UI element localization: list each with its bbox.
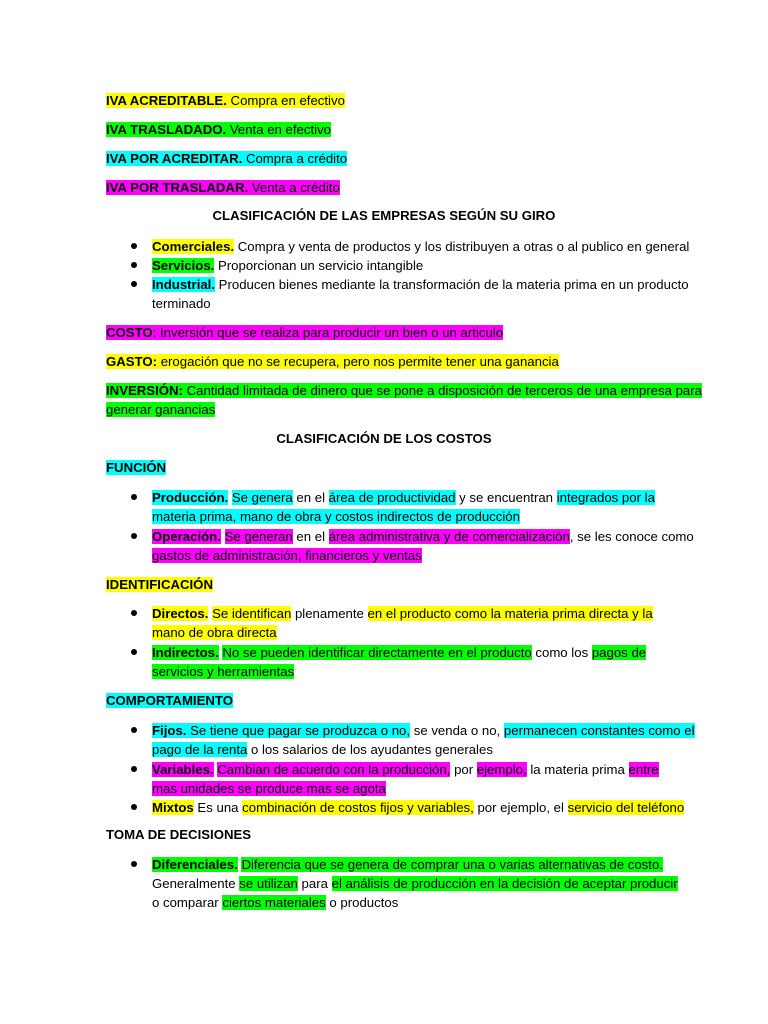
text: se venda o no, [410,723,504,738]
variables-term: Variables. [152,762,214,777]
costo-term: COSTO [106,325,153,340]
text: o comparar [152,895,223,910]
highlight: área administrativa y de comercialización [328,529,570,544]
inversion-definition [106,382,702,400]
iva-trasladado-line [106,121,331,139]
text: como los [531,645,592,660]
costos-title: CLASIFICACIÓN DE LOS COSTOS [276,431,492,446]
giro-item-servicios [152,257,423,275]
giro-item-industrial [152,276,689,294]
highlight: ciertos materiales [222,895,326,910]
inversion-definition-cont [106,401,215,419]
gasto-term: GASTO: [106,354,158,369]
bullet [131,766,137,772]
giro-desc: Compra y venta de productos y los distribuyen a otras o al publico en general [234,239,690,254]
text: para [297,876,332,891]
highlight: entre [628,762,659,777]
produccion-item [152,489,655,507]
highlight: mas unidades se produce mas se agota [152,781,386,796]
directos-item [152,605,653,623]
fijos-term: Fijos. [152,723,187,738]
funcion-heading [106,459,166,477]
produccion-item-cont [152,508,520,526]
iva-term: IVA POR TRASLADAR. [106,180,249,195]
iva-acreditable-line [106,92,345,110]
highlight: servicio del teléfono [567,800,685,815]
inversion-cont: generar ganancias [106,402,216,417]
giro-item-comerciales [152,238,689,256]
giro-term: Comerciales. [152,239,235,254]
text: Es una [193,800,243,815]
highlight: mano de obra directa [152,625,277,640]
operacion-item [152,528,694,546]
iva-term: IVA POR ACREDITAR. [106,151,243,166]
fijos-item [152,722,695,740]
highlight: permanecen constantes como el [503,723,695,738]
variables-item-cont [152,780,386,798]
bullet [131,804,137,810]
diferenciales-term: Diferenciales. [152,857,238,872]
variables-item [152,761,659,779]
iva-desc: Venta a crédito [248,180,340,195]
operacion-item-cont [152,547,422,565]
costo-definition [106,324,503,342]
highlight: combinación de costos fijos y variables, [242,800,474,815]
text: en el [292,490,329,505]
bullet [131,262,137,268]
decisiones-heading: TOMA DE DECISIONES [106,827,252,842]
funcion-heading-text: FUNCIÓN [106,460,167,475]
identificacion-heading-text: IDENTIFICACIÓN [106,577,213,592]
highlight: área de productividad [328,490,456,505]
giro-term: Servicios. [152,258,215,273]
giro-desc: Producen bienes mediante la transformación de la materia prima en un producto [215,277,689,292]
costo-desc: : Inversión que se realiza para producir un bien o un articulo [152,325,504,340]
operacion-term: Operación. [152,529,221,544]
inversion-desc: Cantidad limitada de dinero que se pone a disposición de terceros de una empresa para [182,383,702,398]
bullet [131,243,137,249]
mixtos-item [152,799,684,817]
text: y se encuentran [455,490,557,505]
text: o productos [325,895,399,910]
text: , se les conoce como [569,529,694,544]
highlight: pagos de [591,645,647,660]
bullet [131,649,137,655]
highlight: integrados por la [556,490,655,505]
highlight: Se genera [231,490,293,505]
highlight: gastos de administración, financieros y ventas [152,548,422,563]
highlight: Diferencia que se genera de comprar una o varias alternativas de costo. [241,857,663,872]
giro-term: Industrial. [152,277,216,292]
text: plenamente [291,606,368,621]
highlight: No se pueden identificar directamente en el producto [222,645,532,660]
giro-item-industrial-cont: terminado [152,296,211,311]
directos-item-cont [152,624,277,642]
comportamiento-heading [106,692,233,710]
highlight: se utilizan [239,876,298,891]
highlight: ejemplo, [476,762,527,777]
mixtos-term: Mixtos [152,800,194,815]
diferenciales-item-cont [152,875,678,893]
gasto-desc: erogación que no se recupera, pero nos permite tener una ganancia [157,354,559,369]
highlight: servicios y herramientas [152,664,295,679]
bullet [131,533,137,539]
diferenciales-item-cont2 [152,894,398,912]
inversion-term: INVERSIÓN: [106,383,183,398]
highlight: Se identifican [212,606,292,621]
bullet [131,281,137,287]
giro-title: CLASIFICACIÓN DE LAS EMPRESAS SEGÚN SU GIRO [212,208,556,223]
iva-desc: Compra a crédito [242,151,348,166]
text: en el [292,529,329,544]
bullet [131,610,137,616]
highlight: materia prima, mano de obra y costos indirectos de producción [152,509,520,524]
iva-desc: Compra en efectivo [226,93,345,108]
giro-desc: Proporcionan un servicio intangible [214,258,424,273]
highlight: Cambian de acuerdo con la producción, [217,762,451,777]
highlight: pago de la renta [152,742,248,757]
iva-por-acreditar-line [106,150,347,168]
highlight: Se tiene que pagar se produzca o no, [186,723,411,738]
highlight: el análisis de producción en la decisión de aceptar producir [331,876,678,891]
identificacion-heading [106,576,213,594]
iva-term: IVA TRASLADADO. [106,122,227,137]
produccion-term: Producción. [152,490,229,505]
gasto-definition [106,353,559,371]
text: la materia prima [526,762,629,777]
bullet [131,494,137,500]
iva-por-trasladar-line [106,179,340,197]
text: Generalmente [152,876,240,891]
text: por [450,762,477,777]
highlight: Se generan [224,529,293,544]
text [221,529,225,544]
diferenciales-item [152,856,663,874]
highlight: en el producto como la materia prima directa y la [367,606,653,621]
text: por ejemplo, el [473,800,568,815]
indirectos-item [152,644,646,662]
indirectos-item-cont [152,663,294,681]
directos-term: Directos. [152,606,209,621]
bullet [131,727,137,733]
fijos-item-cont [152,741,493,759]
iva-term: IVA ACREDITABLE. [106,93,227,108]
bullet [131,861,137,867]
comportamiento-heading-text: COMPORTAMIENTO [106,693,233,708]
iva-desc: Venta en efectivo [226,122,331,137]
text: o los salarios de los ayudantes generales [247,742,493,757]
indirectos-term: Indirectos. [152,645,219,660]
